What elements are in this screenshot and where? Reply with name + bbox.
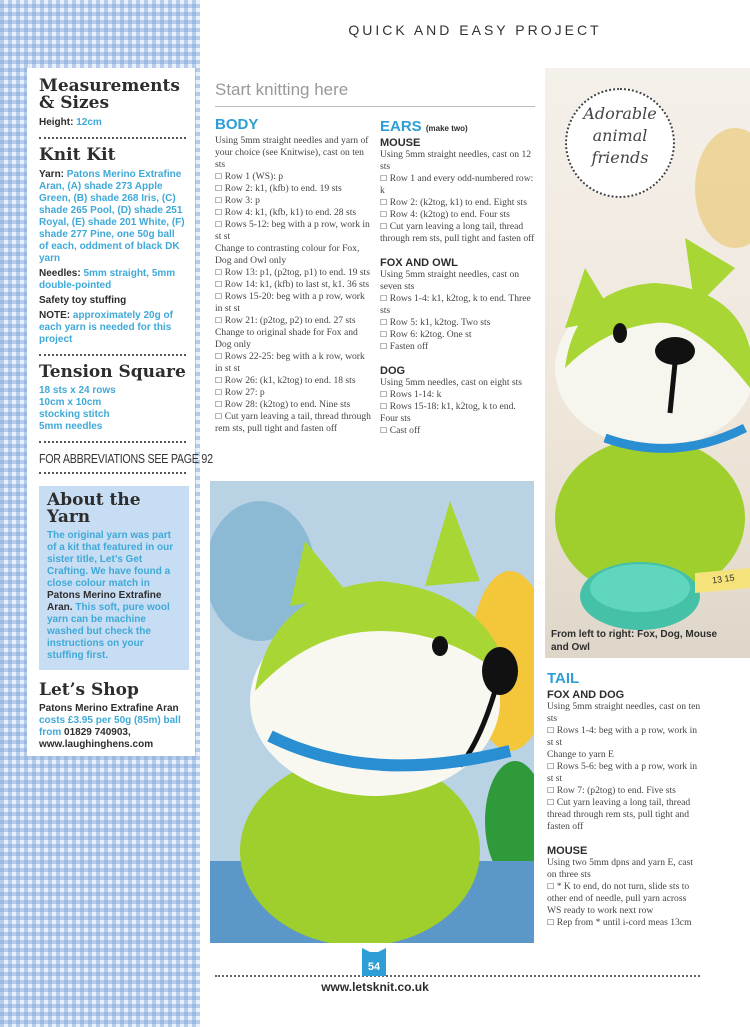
pattern-intro: Using 5mm straight needles, cast on seven sts <box>380 269 520 292</box>
measurements-title-line2: & Sizes <box>39 93 110 113</box>
height-info <box>39 117 186 129</box>
pattern-row: ☐ Row 1 and every odd-numbered row: k <box>380 173 535 197</box>
pattern-row: ☐ Rows 1-4: beg with a p row, work in st st <box>547 725 702 749</box>
knit-kit-title: Knit Kit <box>39 145 116 165</box>
note-info <box>39 310 186 346</box>
divider <box>39 354 186 356</box>
body-section <box>215 116 373 435</box>
pattern-row: ☐ Rows 5-6: beg with a p row, work in st st <box>547 761 702 785</box>
pattern-intro: Using 5mm straight needles and yarn of your choice (see Knitwise), cast on ten sts <box>215 135 369 170</box>
badge-line: Adorable <box>583 104 657 123</box>
ears-dog-pattern <box>380 377 535 437</box>
tail-fox-dog-heading: FOX AND DOG <box>547 689 625 701</box>
fox-closeup-illustration <box>210 481 534 943</box>
tension-details <box>39 385 186 433</box>
ears-fox-owl-pattern <box>380 269 535 353</box>
ears-dog-rows <box>380 389 535 437</box>
badge-text <box>565 103 675 169</box>
yarn-info <box>39 169 186 265</box>
tail-mouse-rows <box>547 881 702 929</box>
tape-numbers: 13 15 <box>711 572 736 586</box>
pattern-row: ☐ Rows 15-18: k1, k2tog, k to end. Four sts <box>380 401 535 425</box>
ears-title: EARS <box>380 118 422 135</box>
ears-mouse-pattern <box>380 149 535 245</box>
tension-line: 10cm x 10cm <box>39 397 102 408</box>
shop-website[interactable]: www.laughinghens.com <box>39 739 154 750</box>
pattern-row: ☐ Cut yarn leaving a tail, thread through rem sts, pull tight and fasten off <box>215 411 373 435</box>
pattern-row: ☐ Row 13: p1, (p2tog, p1) to end. 19 sts <box>215 267 373 279</box>
needles-label: Needles: <box>39 268 81 279</box>
note-value: approximately 20g of each yarn is needed for this project <box>39 310 173 345</box>
tail-heading: TAIL <box>547 670 580 687</box>
divider <box>39 472 186 474</box>
pattern-row: Change to original shade for Fox and Dog only <box>215 327 358 350</box>
ears-fox-owl-rows <box>380 293 535 353</box>
pattern-intro: Using 5mm straight needles, cast on ten sts <box>547 701 701 724</box>
tension-line: 5mm needles <box>39 421 103 432</box>
pattern-row: ☐ Row 4: (k2tog) to end. Four sts <box>380 209 535 221</box>
shop-product: Patons Merino Extrafine Aran <box>39 703 179 714</box>
pattern-row: ☐ Rows 5-12: beg with a p row, work in st st <box>215 219 373 243</box>
photo-caption: From left to right: Fox, Dog, Mouse and Owl <box>551 629 718 653</box>
tension-line: stocking stitch <box>39 409 110 420</box>
measurements-title-line1: Measurements <box>39 76 180 96</box>
pattern-row: ☐ Cut yarn leaving a long tail, thread thread through rem sts, pull tight and fasten off <box>547 797 702 833</box>
measurements-title <box>39 78 186 112</box>
pattern-row: ☐ Row 5: k1, k2tog. Two sts <box>380 317 535 329</box>
body-heading: BODY <box>215 116 259 133</box>
pattern-row: ☐ Rows 22-25: beg with a k row, work in st st <box>215 351 373 375</box>
pattern-row: ☐ Cast off <box>380 425 535 437</box>
height-label: Height: <box>39 117 74 128</box>
needles-info <box>39 268 186 292</box>
badge-line: animal <box>592 126 648 145</box>
tail-mouse-pattern <box>547 857 702 929</box>
start-knitting-title: Start knitting here <box>215 80 349 99</box>
about-yarn-text-a: The original yarn was part of a kit that featured in our sister title, Let’s Get Crafting. We have found a close colour match in <box>47 530 174 589</box>
pattern-intro: Using two 5mm dpns and yarn E, cast on three sts <box>547 857 694 880</box>
pattern-row: ☐ Rows 1-4: k1, k2tog, k to end. Three sts <box>380 293 535 317</box>
body-rows <box>215 171 373 435</box>
pattern-row: ☐ Row 26: (k1, k2tog) to end. 18 sts <box>215 375 373 387</box>
pattern-intro: Using 5mm needles, cast on eight sts <box>380 377 523 388</box>
shop-title: Let’s Shop <box>39 680 139 700</box>
about-yarn-box <box>39 486 189 670</box>
section-kicker: QUICK AND EASY PROJECT <box>348 22 602 38</box>
pattern-row: ☐ Cut yarn leaving a long tail, thread through rem sts, pull tight and fasten off <box>380 221 535 245</box>
pattern-row: ☐ Row 14: k1, (kfb) to last st, k1. 36 sts <box>215 279 373 291</box>
note-label: NOTE: <box>39 310 71 321</box>
pattern-row: Change to yarn E <box>547 749 614 760</box>
tail-section <box>547 670 702 929</box>
divider <box>39 137 186 139</box>
pattern-row: ☐ Rep from * until i-cord meas 13cm <box>547 917 702 929</box>
pattern-row: ☐ Row 2: k1, (kfb) to end. 19 sts <box>215 183 373 195</box>
about-yarn-text-b: Patons Merino Extrafine Aran. <box>47 590 162 613</box>
yarn-value: Patons Merino Extrafine Aran, (A) shade 273 Apple Green, (B) shade 268 Iris, (C) shade 265 Pool, (D) shade 251 Royal, (E) shade 201 White, (F) shade 277 Pine, one 50g ball of each, oddment of black DK yarn <box>39 169 185 264</box>
shop-info <box>39 703 186 751</box>
pattern-row: ☐ Row 6: k2tog. One st <box>380 329 535 341</box>
tail-fox-dog-rows <box>547 725 702 833</box>
tension-title: Tension Square <box>39 362 186 382</box>
shop-phone: 01829 740903, <box>64 727 131 738</box>
footer-website[interactable]: www.letsknit.co.uk <box>321 980 429 994</box>
ears-heading <box>380 118 535 135</box>
pattern-row: ☐ Row 28: (k2tog) to end. Nine sts <box>215 399 373 411</box>
pattern-row: ☐ Rows 15-20: beg with a p row, work in st st <box>215 291 373 315</box>
footer-rule <box>215 975 700 977</box>
stuffing-info: Safety toy stuffing <box>39 295 127 306</box>
abbreviations-note: FOR ABBREVIATIONS SEE PAGE 92 <box>39 451 213 466</box>
pattern-intro: Using 5mm straight needles, cast on 12 sts <box>380 149 532 172</box>
pattern-row: ☐ Row 3: p <box>215 195 373 207</box>
pattern-row: ☐ Row 4: k1, (kfb, k1) to end. 28 sts <box>215 207 373 219</box>
about-yarn-text <box>47 530 181 662</box>
body-pattern <box>215 135 373 435</box>
ears-title-note: (make two) <box>425 124 468 133</box>
badge-line: friends <box>591 148 649 167</box>
tail-mouse-heading: MOUSE <box>547 845 588 857</box>
pattern-row: ☐ * K to end, do not turn, slide sts to other end of needle, pull yarn across WS ready to work next row <box>547 881 702 917</box>
tension-line: 18 sts x 24 rows <box>39 385 116 396</box>
sidebar-panel <box>27 68 213 756</box>
tail-fox-dog-pattern <box>547 701 702 833</box>
page-number: 54 <box>362 952 386 976</box>
ears-mouse-rows <box>380 173 535 245</box>
pattern-row: ☐ Row 27: p <box>215 387 373 399</box>
ears-dog-heading: DOG <box>380 365 406 377</box>
pattern-row: ☐ Rows 1-14: k <box>380 389 535 401</box>
main-photo <box>210 481 534 943</box>
needles-value: 5mm straight, 5mm double-pointed <box>39 268 176 291</box>
yarn-label: Yarn: <box>39 169 65 180</box>
about-yarn-title: About the Yarn <box>47 490 141 527</box>
ears-fox-owl-heading: FOX AND OWL <box>380 257 458 269</box>
pattern-row: ☐ Row 1 (WS): p <box>215 171 373 183</box>
divider <box>39 441 186 443</box>
pattern-row: ☐ Row 2: (k2tog, k1) to end. Eight sts <box>380 197 535 209</box>
height-value: 12cm <box>76 117 102 128</box>
ears-mouse-heading: MOUSE <box>380 137 421 149</box>
shop-price: costs £3.95 per 50g (85m) ball from <box>39 715 181 738</box>
pattern-row: ☐ Fasten off <box>380 341 535 353</box>
title-rule <box>215 106 535 107</box>
pattern-row: ☐ Row 21: (p2tog, p2) to end. 27 sts <box>215 315 373 327</box>
pattern-row: ☐ Row 7: (p2tog) to end. Five sts <box>547 785 702 797</box>
about-yarn-text-c: This soft, pure wool yarn can be machine washed but check the instructions on your stuffing first. <box>47 602 170 661</box>
ears-section <box>380 118 535 437</box>
pattern-row: Change to contrasting colour for Fox, Dog and Owl only <box>215 243 360 266</box>
